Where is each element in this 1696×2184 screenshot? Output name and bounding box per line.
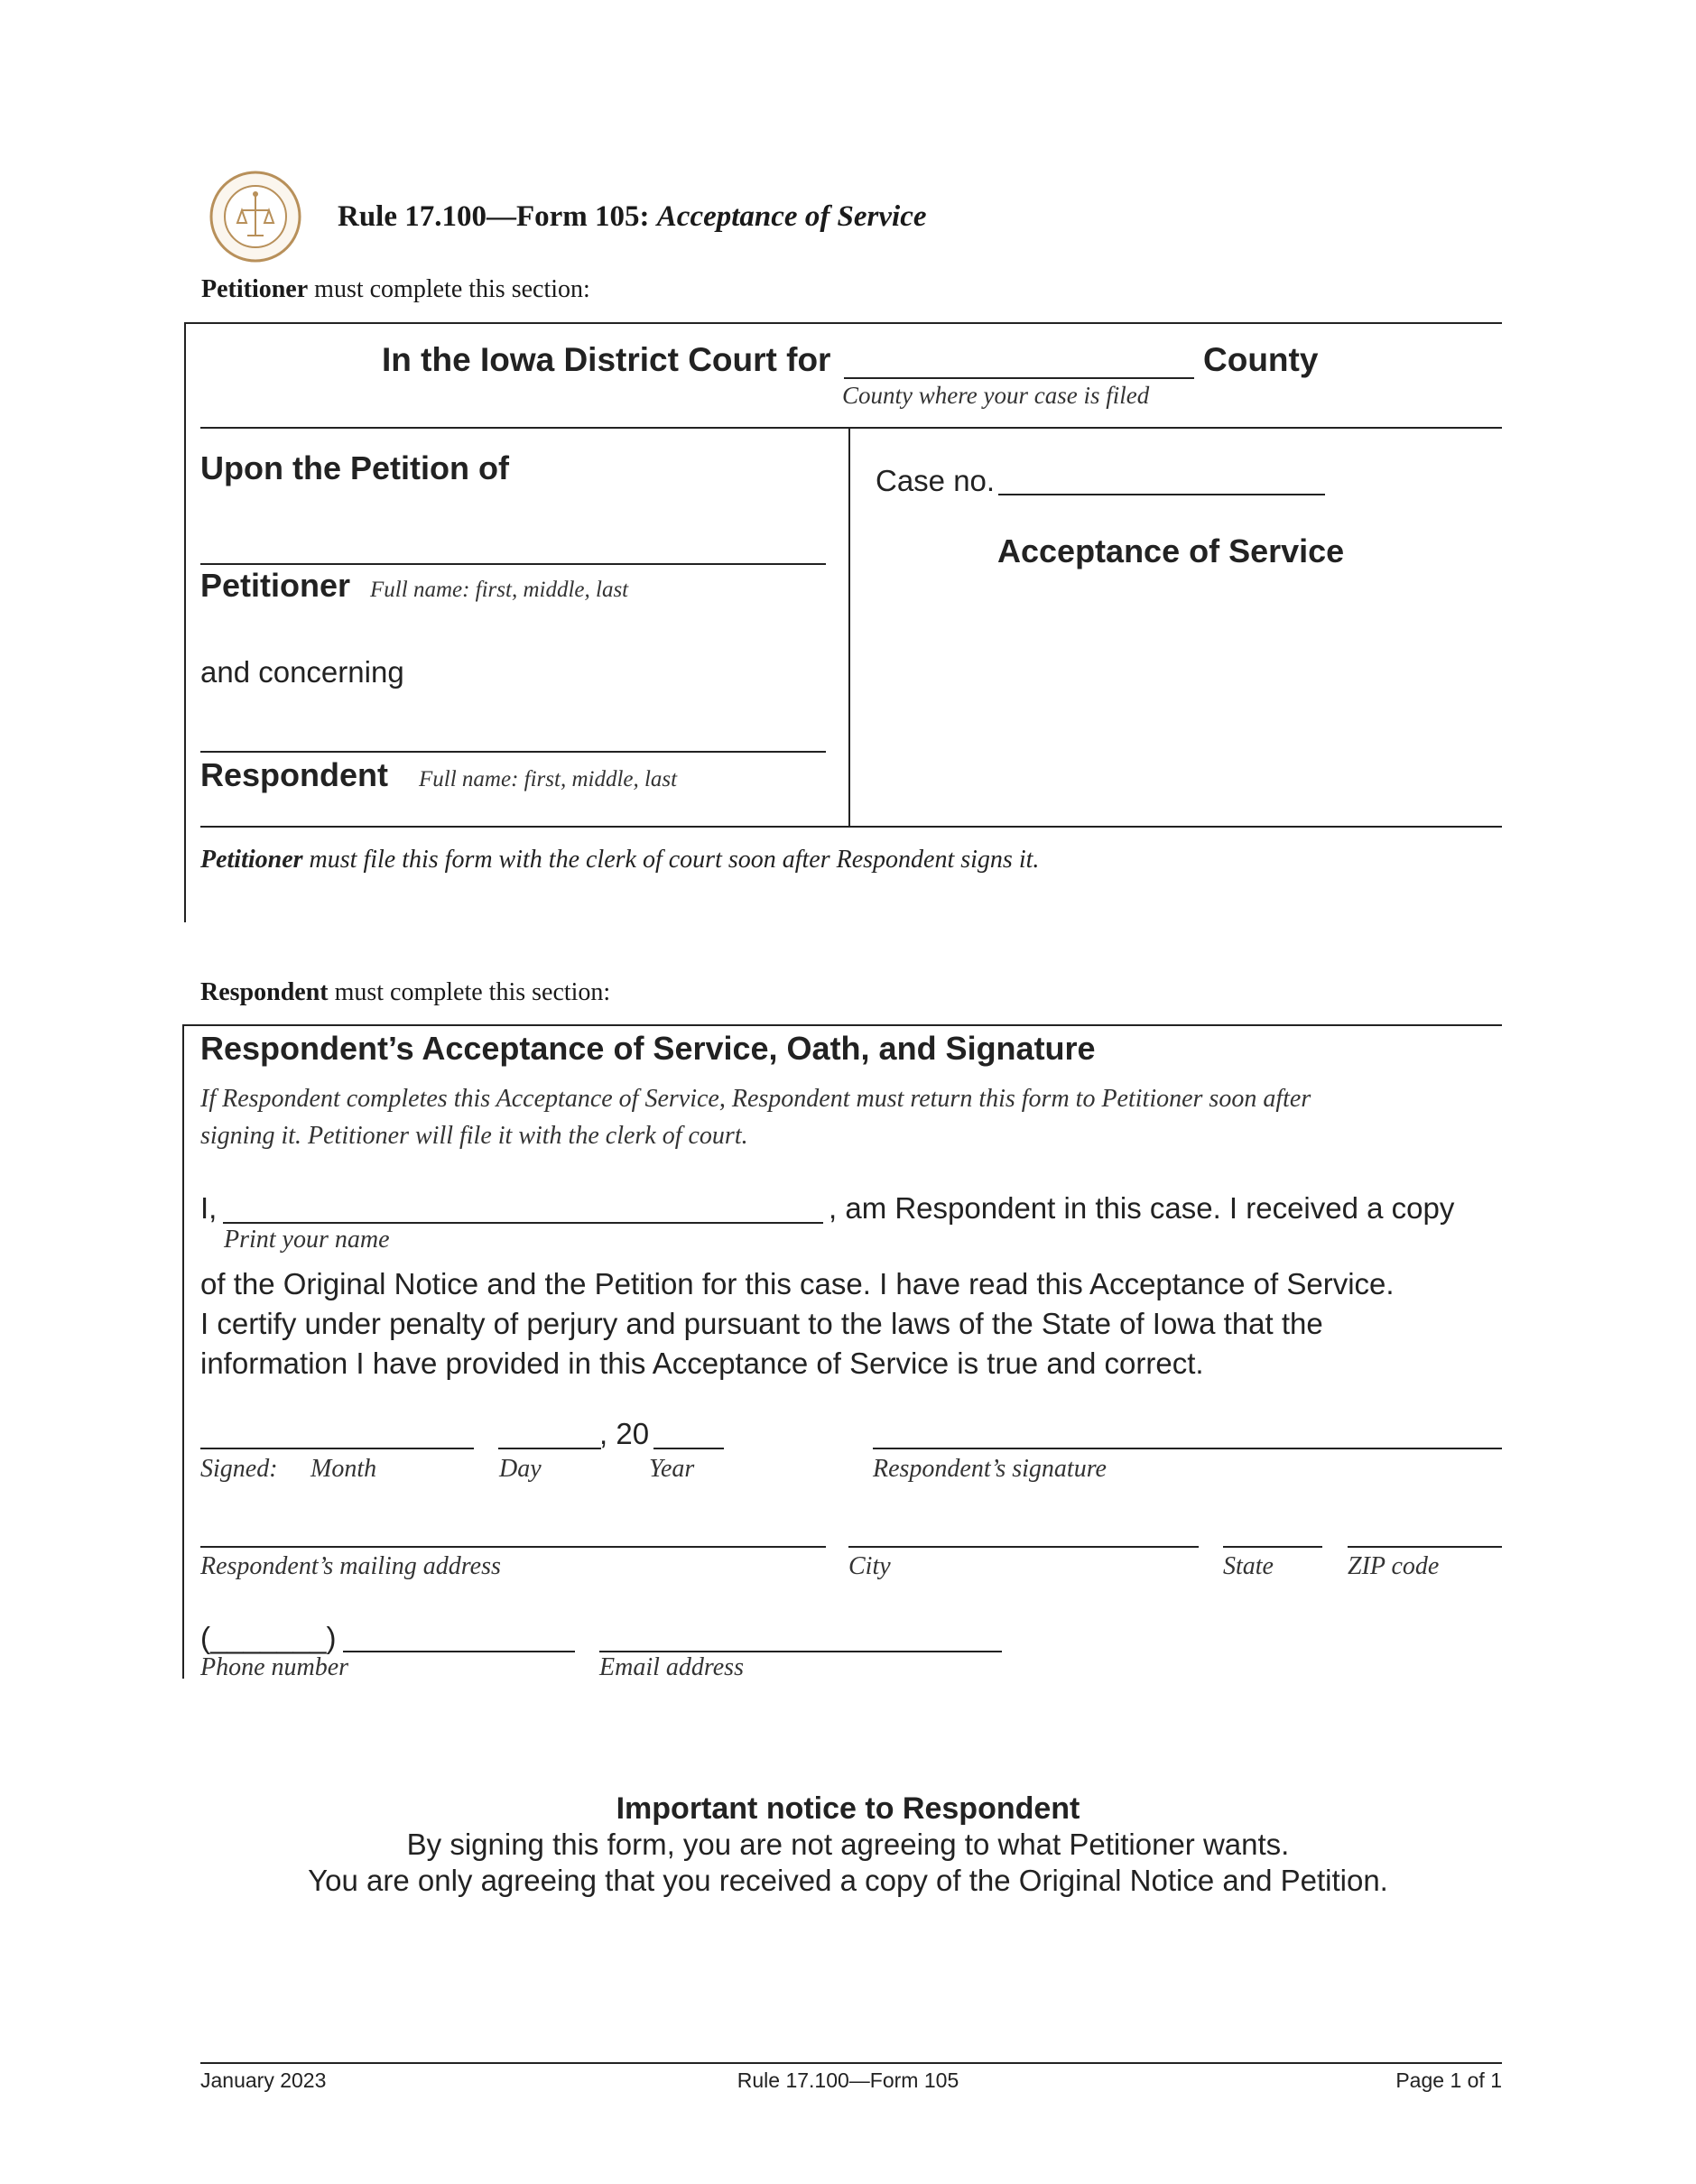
intro-rest: must complete this section: bbox=[314, 275, 590, 303]
instructions-line2: signing it. Petitioner will file it with the clerk of court. bbox=[200, 1122, 748, 1150]
state-label: State bbox=[1223, 1552, 1274, 1580]
print-name-field[interactable] bbox=[223, 1222, 823, 1224]
zip-label: ZIP code bbox=[1348, 1552, 1440, 1580]
city-field[interactable] bbox=[848, 1546, 1199, 1548]
zip-field[interactable] bbox=[1348, 1546, 1502, 1548]
phone-area-code-field[interactable]: (_______) bbox=[200, 1621, 337, 1654]
year-prefix: , 20 bbox=[599, 1417, 650, 1450]
case-title: Acceptance of Service bbox=[997, 532, 1345, 569]
statement-line3: I certify under penalty of perjury and pursuant to the laws of the State of Iowa that the bbox=[200, 1307, 1323, 1340]
caption-divider bbox=[200, 427, 1502, 429]
resp-intro-bold: Respondent bbox=[200, 978, 329, 1006]
notice-line1: By signing this form, you are not agreeing to what Petitioner wants. bbox=[406, 1828, 1290, 1861]
statement-line2: of the Original Notice and the Petition for this case. I have read this Acceptance of Service. bbox=[200, 1267, 1395, 1300]
county-hint: County where your case is filed bbox=[842, 382, 1150, 409]
signature-field[interactable] bbox=[873, 1448, 1502, 1449]
court-suffix: County bbox=[1203, 341, 1319, 378]
email-label: Email address bbox=[599, 1653, 744, 1681]
respondent-name-field[interactable] bbox=[200, 751, 826, 753]
petitioner-box-top-border bbox=[184, 322, 1502, 324]
upon-petition-label: Upon the Petition of bbox=[200, 449, 509, 486]
petitioner-box-left-border bbox=[184, 322, 186, 922]
court-prefix: In the Iowa District Court for bbox=[382, 341, 831, 378]
day-label: Day bbox=[499, 1455, 542, 1483]
phone-number-field[interactable] bbox=[343, 1651, 575, 1652]
signature-label: Respondent’s signature bbox=[873, 1455, 1107, 1483]
and-concerning: and concerning bbox=[200, 655, 404, 689]
notice-title: Important notice to Respondent bbox=[616, 1791, 1080, 1826]
petitioner-label: Petitioner bbox=[200, 567, 351, 604]
petitioner-name-hint: Full name: first, middle, last bbox=[370, 578, 629, 602]
mailing-label: Respondent’s mailing address bbox=[200, 1552, 501, 1580]
form-title-name: Acceptance of Service bbox=[656, 200, 927, 233]
city-label: City bbox=[848, 1552, 891, 1580]
day-field[interactable] bbox=[498, 1448, 601, 1449]
month-label: Month bbox=[310, 1455, 377, 1483]
intro-bold: Petitioner bbox=[201, 275, 309, 303]
statement-tail: , am Respondent in this case. I received a copy bbox=[829, 1191, 1455, 1225]
statement-line4: information I have provided in this Acceptance of Service is true and correct. bbox=[200, 1346, 1204, 1380]
file-note bbox=[200, 846, 1039, 875]
form-title bbox=[338, 200, 927, 234]
caption-center-divider bbox=[848, 427, 850, 827]
footer-date: January 2023 bbox=[200, 2068, 327, 2092]
respondent-box-top-border bbox=[182, 1024, 1502, 1026]
case-no-label: Case no. bbox=[876, 464, 996, 497]
print-name-hint: Print your name bbox=[224, 1226, 390, 1254]
month-field[interactable] bbox=[200, 1448, 474, 1449]
petitioner-name-field[interactable] bbox=[200, 563, 826, 565]
respondent-heading: Respondent’s Acceptance of Service, Oath, and Signature bbox=[200, 1030, 1096, 1067]
email-field[interactable] bbox=[599, 1651, 1002, 1652]
signed-label: Signed: bbox=[200, 1455, 278, 1483]
year-label: Year bbox=[649, 1455, 695, 1483]
petitioner-section-intro bbox=[201, 275, 590, 304]
respondent-section-intro bbox=[200, 978, 610, 1007]
resp-intro-rest: must complete this section: bbox=[334, 978, 611, 1006]
year-field[interactable] bbox=[653, 1448, 724, 1449]
case-no-field[interactable] bbox=[998, 494, 1325, 495]
state-field[interactable] bbox=[1223, 1546, 1322, 1548]
iowa-judicial-seal bbox=[209, 171, 301, 263]
petitioner-row bbox=[200, 567, 628, 605]
i-label: I, bbox=[200, 1191, 218, 1225]
form-title-rule: Rule 17.100—Form 105: bbox=[338, 200, 650, 233]
footer-form-id: Rule 17.100—Form 105 bbox=[737, 2068, 959, 2092]
file-note-rest: must file this form with the clerk of court soon after Respondent signs it. bbox=[309, 846, 1040, 874]
instructions-line1: If Respondent completes this Acceptance of Service, Respondent must return this form to Petitioner soon after bbox=[200, 1085, 1311, 1113]
phone-label: Phone number bbox=[200, 1653, 349, 1681]
respondent-row bbox=[200, 756, 677, 794]
county-field[interactable] bbox=[844, 377, 1194, 379]
footer-page: Page 1 of 1 bbox=[1395, 2068, 1502, 2092]
respondent-label: Respondent bbox=[200, 756, 389, 793]
respondent-box-left-border bbox=[182, 1024, 184, 1679]
footer-rule bbox=[200, 2062, 1502, 2064]
respondent-name-hint: Full name: first, middle, last bbox=[419, 767, 678, 791]
file-note-bold: Petitioner bbox=[200, 846, 303, 874]
mailing-address-field[interactable] bbox=[200, 1546, 826, 1548]
seal-icon bbox=[209, 171, 301, 263]
notice-line2: You are only agreeing that you received a copy of the Original Notice and Petition. bbox=[308, 1864, 1388, 1897]
caption-bottom-divider bbox=[200, 826, 1502, 828]
